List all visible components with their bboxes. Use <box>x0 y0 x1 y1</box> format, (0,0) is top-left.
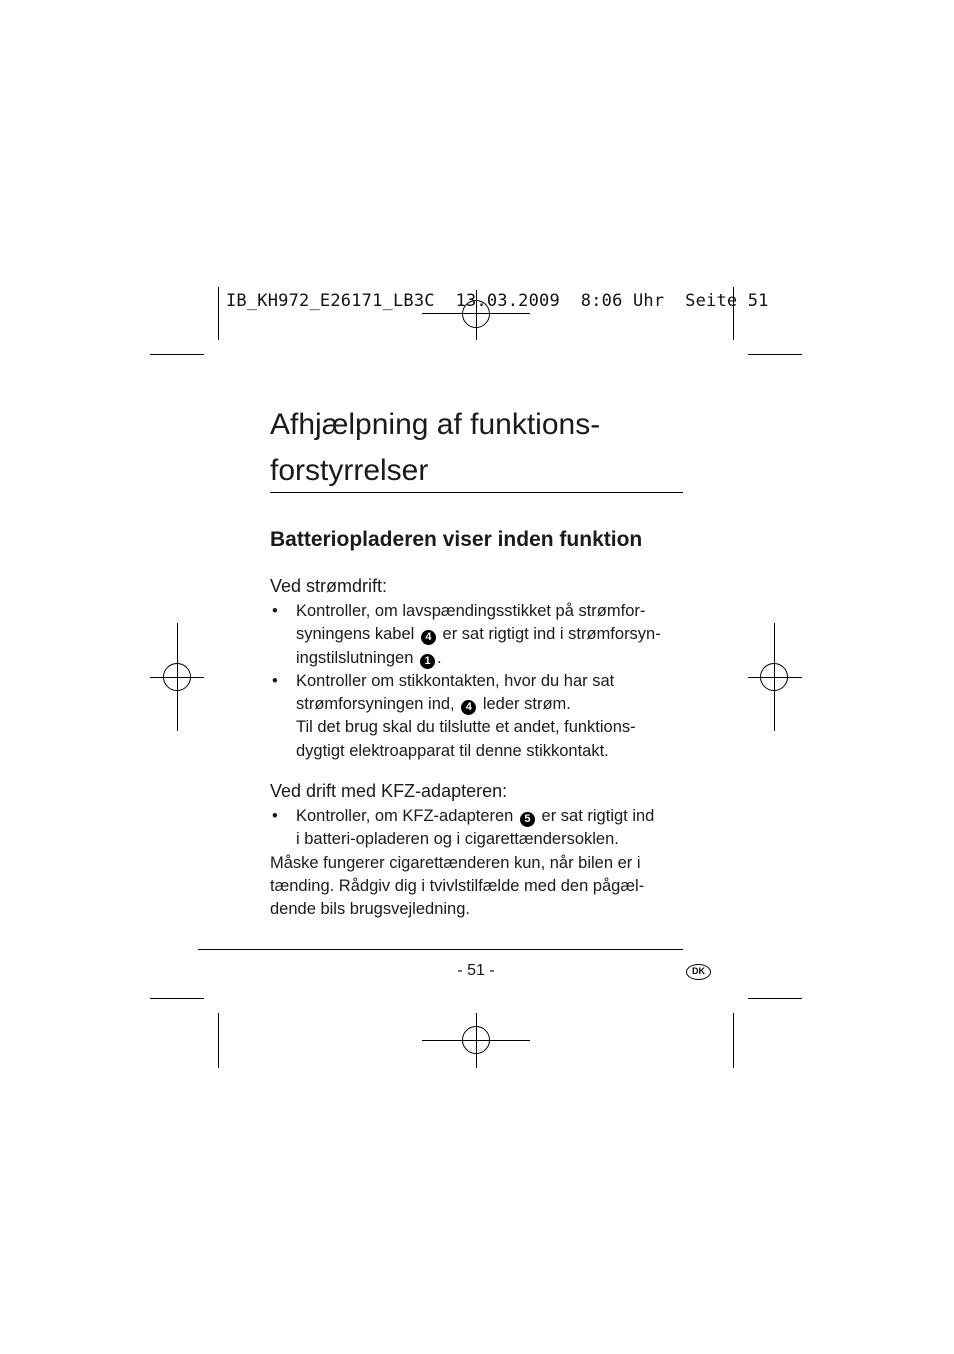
registration-circle <box>760 663 788 691</box>
ref-number-icon: 5 <box>520 812 535 827</box>
section-heading: Batteriopladeren viser inden funktion <box>270 528 643 551</box>
crop-mark <box>218 1013 219 1068</box>
crop-mark <box>150 998 204 999</box>
crop-mark <box>748 998 802 999</box>
mains-heading: Ved strømdrift: <box>270 576 388 596</box>
list-item <box>270 600 690 670</box>
text-line: ingstilslutningen 1 . <box>296 648 442 667</box>
text-line: Til det brug skal du tilslutte et andet, funktions- <box>296 718 636 737</box>
ref-number-icon: 1 <box>420 654 435 669</box>
title-rule <box>270 492 683 493</box>
footer-rule <box>198 949 683 950</box>
text-line: Kontroller om stikkontakten, hvor du har sat <box>296 671 615 690</box>
text-line: dende bils brugsvejledning. <box>270 900 470 919</box>
mains-list <box>270 600 690 763</box>
page-title <box>270 402 690 494</box>
registration-circle <box>163 663 191 691</box>
text-line: tænding. Rådgiv dig i tvivlstilfælde med den pågæl- <box>270 876 645 895</box>
crop-mark <box>748 354 802 355</box>
text-line: Måske fungerer cigarettænderen kun, når bilen er i <box>270 853 641 872</box>
list-item <box>270 670 690 763</box>
text-line: Kontroller, om lavspændingsstikket på strømfor- <box>296 602 646 620</box>
crop-mark <box>150 354 204 355</box>
registration-circle <box>462 1026 490 1054</box>
bullet: • <box>272 671 278 690</box>
language-badge: DK <box>686 964 711 980</box>
text-line: Kontroller, om KFZ-adapteren 5 er sat rigtigt ind <box>296 807 655 825</box>
print-slug: IB_KH972_E26171_LB3C 13.03.2009 8:06 Uhr Seite 51 <box>226 291 769 311</box>
bullet: • <box>272 807 278 825</box>
text-line: syningens kabel 4 er sat rigtigt ind i strømforsyn- <box>296 625 661 644</box>
text-line: dygtigt elektroapparat til denne stikkontakt. <box>296 741 609 760</box>
crop-mark <box>733 1013 734 1068</box>
text-line: strømforsyningen ind, 4 leder strøm. <box>296 695 571 714</box>
page-title-line-2: forstyrrelser <box>270 454 429 487</box>
ref-number-icon: 4 <box>461 700 476 715</box>
page-title-line-1: Afhjælpning af funktions- <box>270 408 601 441</box>
ref-number-icon: 4 <box>421 630 436 645</box>
text-line: i batteri-opladeren og i cigarettændersoklen. <box>296 830 619 849</box>
kfz-section <box>270 805 690 921</box>
kfz-paragraph <box>270 852 690 922</box>
bullet: • <box>272 602 278 620</box>
kfz-heading: Ved drift med KFZ-adapteren: <box>270 781 508 801</box>
list-item <box>270 805 690 852</box>
crop-mark <box>218 287 219 340</box>
page-number: - 51 - <box>457 962 495 979</box>
